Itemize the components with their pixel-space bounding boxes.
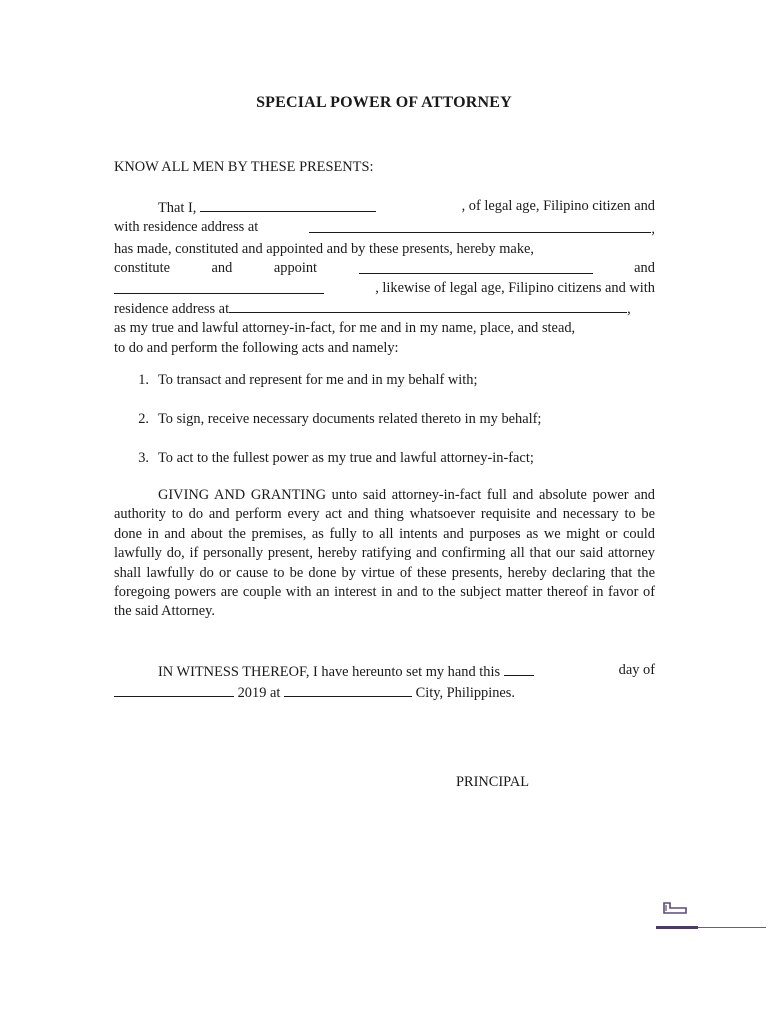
day-blank [504, 661, 534, 676]
list-item: 3. To act to the fullest power as my true and lawful attorney-in-fact; [138, 450, 534, 466]
footer-rule [698, 927, 766, 928]
footer-rule-accent [656, 926, 698, 929]
city-blank [284, 682, 412, 697]
para1-line-6: residence address at , [114, 298, 655, 319]
attorney-name-continued-blank [114, 279, 324, 294]
document-logo-icon [662, 900, 688, 916]
signature-label: PRINCIPAL [456, 774, 530, 790]
para3-line-1: IN WITNESS THEREOF, I have hereunto set my hand this day of [158, 662, 655, 680]
principal-name-blank [200, 197, 376, 212]
principal-address-blank [309, 218, 651, 233]
para1-line-8: to do and perform the following acts and namely: [114, 339, 399, 356]
para1-line-3: has made, constituted and appointed and by these presents, hereby make, [114, 240, 534, 257]
para1-line-2: with residence address at , [114, 219, 655, 238]
list-item: 1. To transact and represent for me and in my behalf with; [138, 372, 478, 388]
para1-line-5: , likewise of legal age, Filipino citizens and with [114, 279, 655, 298]
paragraph-appointment [114, 197, 655, 358]
para1-line-7: as my true and lawful attorney-in-fact, for me and in my name, place, and stead, [114, 320, 576, 337]
document-title: SPECIAL POWER OF ATTORNEY [256, 94, 512, 111]
paragraph-giving-granting: GIVING AND GRANTING unto said attorney-in-fact full and absolute power and authority to do and perform every act and thing whatsoever requisite and necessary to be done in and about the premises, as fully to all intents and purposes as we might or could lawfully do, if personally present, hereby ratifying and confirming all that our said attorney shall lawfully do or cause to be done by virtue of these presents, hereby declaring that the foregoing powers are couple with an interest in and to the subject matter thereof in favor of the said Attorney. [114, 487, 655, 620]
para1-line-1: That I, , of legal age, Filipino citizen and [158, 198, 655, 216]
list-item: 2. To sign, receive necessary documents related thereto in my behalf; [138, 411, 542, 427]
month-blank [114, 682, 234, 697]
salutation: KNOW ALL MEN BY THESE PRESENTS: [114, 159, 374, 175]
attorney-address-blank [229, 298, 627, 313]
para3-line-2: 2019 at City, Philippines. [114, 682, 655, 703]
attorney-name-blank [359, 259, 593, 274]
paragraph-witness [114, 661, 655, 704]
para1-line-4: constitute and appoint and [114, 260, 655, 277]
